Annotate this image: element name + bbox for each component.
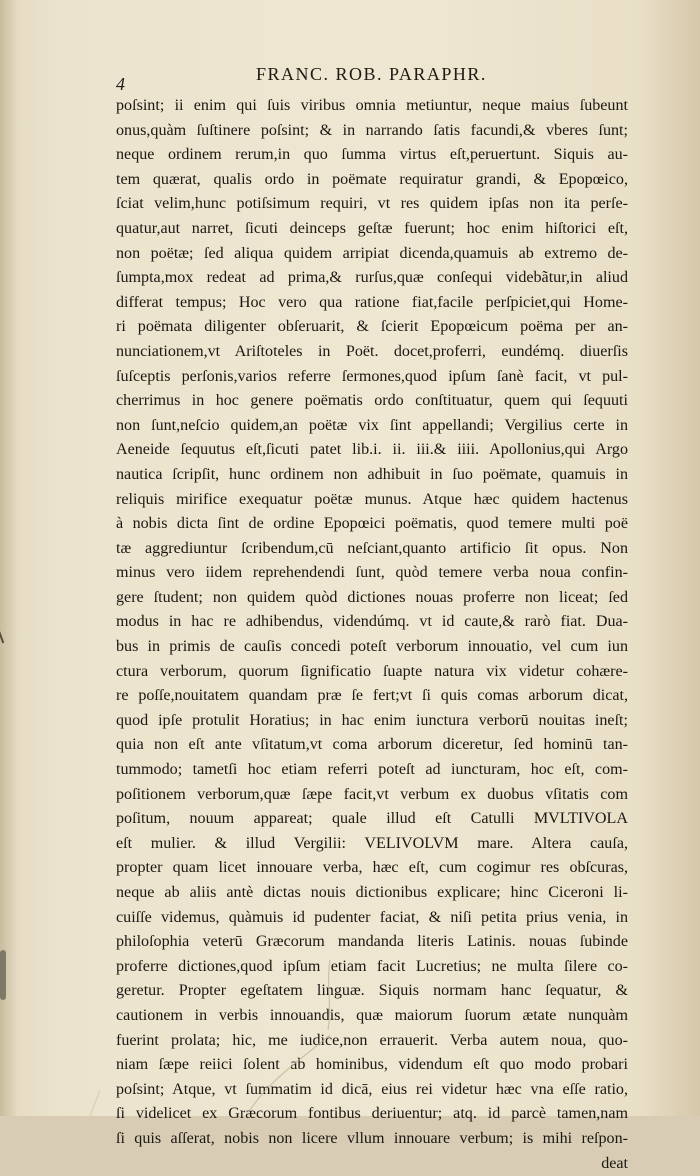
text-line: quatur,aut narret, ſicuti deinceps geſtæ fuerunt; hoc enim hiſtorici eſt, bbox=[116, 219, 628, 237]
text-line: tummodo; tametſi hoc etiam referri poteſt ad iuncturam, hoc eſt, com- bbox=[116, 761, 628, 779]
text-line: fuerint prolata; hic, me iudice,non errauerit. Verba autem noua, quo- bbox=[116, 1031, 628, 1049]
text-line: ſciat velim,hunc potiſsimum requiri, vt res quidem ipſas non ita perſe- bbox=[116, 195, 628, 213]
text-line: eſt mulier. & illud Vergilii: VELIVOLVM mare. Altera cauſa, bbox=[116, 834, 628, 852]
text-line: ri poëmata diligenter obſeruarit, & ſcierit Epopœicum poëma per an- bbox=[116, 318, 628, 336]
text-line: bus in primis de cauſis concedi poteſt verborum innouatio, vel cum iun bbox=[116, 638, 628, 656]
text-line: philoſophia veterū Græcorum mandanda literis Latinis. nouas ſubinde bbox=[116, 933, 628, 951]
text-line: ſumpta,mox redeat ad prima,& rurſus,quæ conſequi videbãtur,in aliud bbox=[116, 269, 628, 287]
text-line: ctura verborum, quorum ſignificatio ſuapte natura vix videtur cohære- bbox=[116, 662, 628, 680]
text-line: poſitionem verborum,quæ ſæpe facit,vt verbum ex duobus vſitatis com bbox=[116, 785, 628, 803]
text-line: neque ab aliis antè dictas nouis dictionibus explicare; hinc Ciceroni li- bbox=[116, 884, 628, 901]
body-text bbox=[116, 94, 628, 1176]
text-line: geretur. Propter egeſtatem linguæ. Siquis normam hanc ſequatur, & bbox=[116, 982, 628, 1000]
text-line: niam ſæpe reiici ſolent ab hominibus, videndum eſt quo modo probari bbox=[116, 1056, 628, 1074]
text-line: quia non eſt ante vſitatum,vt coma arborum diceretur, ſed hominū tan- bbox=[116, 736, 628, 754]
page-number: 4 bbox=[116, 74, 125, 94]
text-line: ſuſceptis perſonis,varios referre ſermones,quod ipſum ſanè facit, vt pul- bbox=[116, 367, 628, 385]
running-head: FRANC. ROB. PARAPHR. bbox=[256, 64, 487, 84]
text-line: ſi videlicet ex Græcorum fontibus deriuentur; atq. id parcè tamen,nam bbox=[116, 1105, 628, 1123]
text-line: modus in hac re adhibendus, videndúmq. vt id caute,& rarò fiat. Dua- bbox=[116, 613, 628, 631]
text-line: tæ aggrediuntur ſcribendum,cū neſciant,quanto artificio ſit opus. Non bbox=[116, 539, 628, 557]
text-line: proferre dictiones,quod ipſum etiam facit Lucretius; ne multa ſilere co- bbox=[116, 957, 628, 975]
text-line: differat tempus; Hoc vero qua ratione fiat,facile perſpiciet,qui Home- bbox=[116, 293, 628, 311]
text-line: reliquis mirifice exequatur poëtæ munus. Atque hæc quidem hactenus bbox=[116, 490, 628, 508]
text-line: à nobis dicta ſint de ordine Epopœici poëmatis, quod temere multi poë bbox=[116, 515, 628, 533]
margin-ink-mark bbox=[0, 629, 12, 644]
text-line: gere ſtudent; non quidem quòd dictiones nouas proferre non liceat; ſed bbox=[116, 588, 628, 606]
text-line: cherrimus in hoc genere poëmatis ordo conſtituatur, quem qui ſequuti bbox=[116, 392, 628, 410]
text-line: ſi quis aſſerat, nobis non licere vllum innouare verbum; is mihi reſpon- bbox=[116, 1129, 628, 1147]
text-line: non ſunt,neſcio quidem,an poëtæ vix ſint appellandi; Vergilius certe in bbox=[116, 416, 628, 434]
text-line: minus vero iidem reprehendendi ſunt, quòd temere verba noua confin- bbox=[116, 564, 628, 582]
text-line: neque ordinem rerum,in quo ſumma virtus eſt,peruertunt. Siquis au- bbox=[116, 146, 628, 164]
text-line: nautica ſcripſit, hunc ordinem non adhibuit in ſuo poëmate, quamuis in bbox=[116, 465, 628, 483]
text-line: re poſſe,nouitatem quandam præ ſe fert;vt ſi quis comas arborum dicat, bbox=[116, 687, 628, 705]
text-line: onus,quàm ſuſtinere poſsint; & in narrando ſatis facundi,& vberes ſunt; bbox=[116, 121, 628, 139]
text-line: Aeneide ſequutus eſt,ſicuti patet lib.i. ii. iii.& iiii. Apollonius,qui Argo bbox=[116, 441, 628, 459]
text-line: cuiſſe videmus, quàmuis id pudenter faciat, & niſi petita prius venia, in bbox=[116, 908, 628, 926]
text-line: nunciationem,vt Ariſtoteles in Poët. docet,proferri, eundémq. diuerſis bbox=[116, 342, 628, 360]
text-line: propter quam licet innouare verba, hæc eſt, cum cogimur res obſcuras, bbox=[116, 859, 628, 877]
text-line: poſsint; Atque, vt ſummatim id dicā, eius rei videtur hæc vna eſſe ratio, bbox=[116, 1080, 628, 1098]
text-line: poſitum, nouum appareat; quale illud eſt Catulli MVLTIVOLA bbox=[116, 810, 628, 828]
text-line: quod ipſe protulit Horatius; in hac enim iunctura verborū nouitas ineſt; bbox=[116, 711, 628, 729]
page-edge-stain bbox=[0, 950, 6, 1000]
text-line: tem quærat, qualis ordo in poëmate requiratur grandi, & Epopœico, bbox=[116, 170, 628, 188]
text-line: non poëtæ; ſed aliqua quidem arripiat dicenda,quamuis ab extremo de- bbox=[116, 244, 628, 262]
text-line: cautionem in verbis innouandis, quæ maiorum ſuorum ætate nunquàm bbox=[116, 1006, 628, 1024]
text-line: poſsint; ii enim qui ſuis viribus omnia metiuntur, neque maius ſubeunt bbox=[116, 97, 628, 114]
catchword: deat bbox=[601, 1154, 628, 1172]
